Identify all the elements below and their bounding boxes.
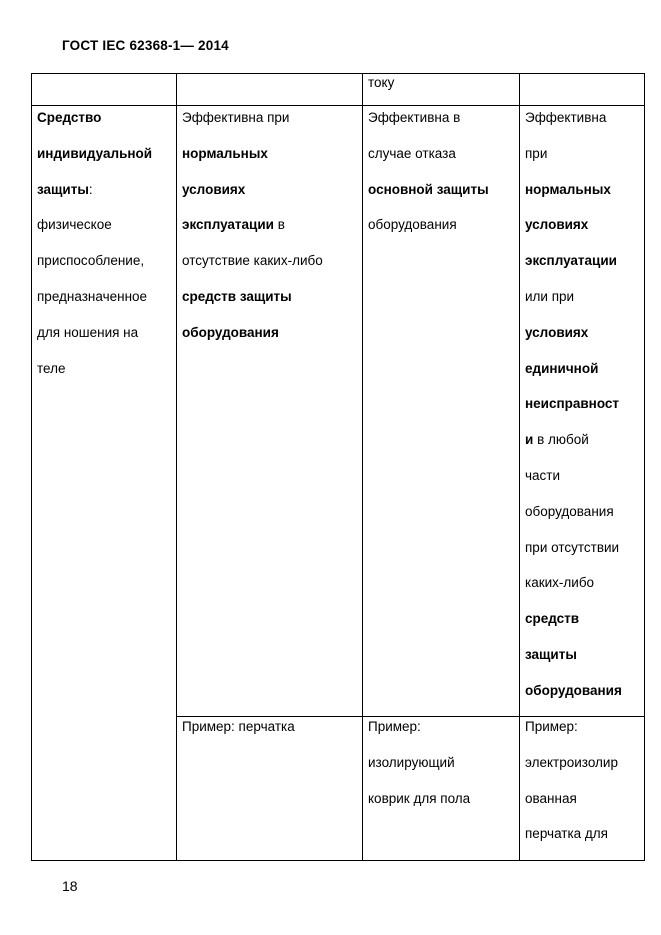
text-run: в любой	[533, 432, 589, 448]
cell-text-line	[368, 709, 470, 745]
column-divider-3	[519, 73, 520, 861]
cell-text-line	[525, 136, 622, 172]
cell-text-line	[525, 100, 622, 136]
text-run: Эффективна в	[368, 110, 461, 125]
text-run: при	[525, 145, 548, 161]
text-run: индивидуальной	[37, 145, 153, 161]
row-example-col2-cell	[182, 709, 295, 745]
protection-table	[31, 73, 645, 861]
cell-text-line	[525, 422, 622, 458]
text-run: нормальных	[525, 181, 611, 197]
row-main-col2-cell	[182, 100, 323, 351]
cell-text-line	[525, 601, 622, 637]
cell-text-line	[525, 386, 622, 422]
text-run: для ношения на	[37, 324, 139, 340]
cell-text-line	[37, 315, 152, 351]
text-run: или при	[525, 288, 575, 304]
cell-text-line	[37, 279, 152, 315]
text-run: средств	[525, 611, 580, 627]
text-run: в	[273, 217, 285, 233]
cell-text-line	[37, 136, 152, 172]
cell-text-line	[525, 207, 622, 243]
cell-text-line	[182, 100, 323, 136]
cell-text-line	[182, 243, 323, 279]
text-run: отсутствие каких-либо	[182, 253, 323, 269]
text-run: Эффективна	[525, 110, 607, 125]
text-run: оборудования	[368, 217, 457, 233]
text-run: средств защиты	[182, 288, 292, 304]
row-example-col3-cell	[368, 709, 470, 816]
cell-text-line	[37, 207, 152, 243]
row-main-col1-cell	[37, 100, 152, 386]
text-run: эксплуатации	[525, 253, 617, 269]
cell-text-line	[525, 637, 622, 673]
text-run: при отсутствии	[525, 539, 620, 555]
cell-text-line	[368, 781, 470, 817]
text-run: Эффективна при	[182, 110, 290, 125]
cell-text-line	[368, 172, 489, 208]
cell-text-line	[182, 172, 323, 208]
cell-text-line	[368, 100, 489, 136]
page-number: 18	[62, 878, 78, 894]
column-divider-1	[176, 73, 177, 861]
text-run: условиях	[525, 217, 589, 233]
text-run: оборудования	[182, 324, 279, 340]
cell-text-line	[525, 709, 618, 745]
cell-text-line	[525, 816, 618, 852]
table-border-top	[31, 73, 645, 74]
text-run: изолирующий	[368, 754, 455, 770]
text-run: защиты	[37, 181, 89, 197]
cell-text-line	[37, 100, 152, 136]
text-run: эксплуатации	[182, 217, 274, 233]
text-run: коврик для пола	[368, 790, 471, 806]
text-run: и	[525, 432, 534, 448]
cell-text-line	[525, 351, 622, 387]
table-border-left	[31, 73, 32, 861]
text-run: предназначенное	[37, 288, 148, 304]
text-run: Пример:	[368, 719, 421, 734]
cell-text-line	[525, 494, 622, 530]
cell-text-line	[525, 565, 622, 601]
cell-text-line	[525, 458, 622, 494]
cell-text-line	[525, 781, 618, 817]
row-main-col3-cell	[368, 100, 489, 243]
text-run: условиях	[525, 324, 589, 340]
cell-text-line	[182, 315, 323, 351]
cell-text-line	[37, 243, 152, 279]
text-run: основной защиты	[368, 181, 489, 197]
text-run: нормальных	[182, 145, 268, 161]
cell-text-line	[525, 279, 622, 315]
cell-text-line	[368, 745, 470, 781]
cell-text-line	[525, 530, 622, 566]
column-divider-2	[362, 73, 363, 861]
cell-text-line	[37, 172, 152, 208]
text-run: Средство	[37, 110, 102, 125]
row-example-col4-cell	[525, 709, 618, 852]
cell-text-line	[37, 351, 152, 387]
cell-text-line	[368, 207, 489, 243]
text-run: Пример: перчатка	[182, 719, 295, 734]
cell-text-line	[182, 709, 295, 745]
text-run: электроизолир	[525, 754, 618, 770]
cell-text-line	[525, 673, 622, 709]
cell-text-line	[525, 315, 622, 351]
text-run: перчатка для	[525, 826, 608, 842]
text-run: Пример:	[525, 719, 578, 734]
text-run: неисправност	[525, 396, 620, 412]
table-border-right	[644, 73, 645, 861]
document-header: ГОСТ IEC 62368-1— 2014	[62, 38, 229, 53]
text-run: теле	[37, 360, 66, 376]
row-main-col4-cell	[525, 100, 622, 709]
text-run: условиях	[182, 181, 246, 197]
top-row-col3-text: току	[368, 75, 395, 90]
text-run: единичной	[525, 360, 599, 376]
cell-text-line	[182, 279, 323, 315]
cell-text-line	[525, 243, 622, 279]
cell-text-line	[182, 136, 323, 172]
text-run: :	[88, 181, 93, 197]
text-run: физическое	[37, 217, 112, 233]
text-run: случае отказа	[368, 145, 456, 161]
text-run: оборудования	[525, 503, 614, 519]
text-run: каких-либо	[525, 575, 595, 591]
text-run: защиты	[525, 646, 577, 662]
cell-text-line	[182, 207, 323, 243]
table-border-bottom	[31, 860, 645, 861]
text-run: ованная	[525, 790, 577, 806]
cell-text-line	[525, 745, 618, 781]
text-run: части	[525, 467, 561, 483]
text-run: приспособление,	[37, 253, 145, 269]
cell-text-line	[368, 136, 489, 172]
cell-text-line	[525, 172, 622, 208]
text-run: оборудования	[525, 682, 622, 698]
